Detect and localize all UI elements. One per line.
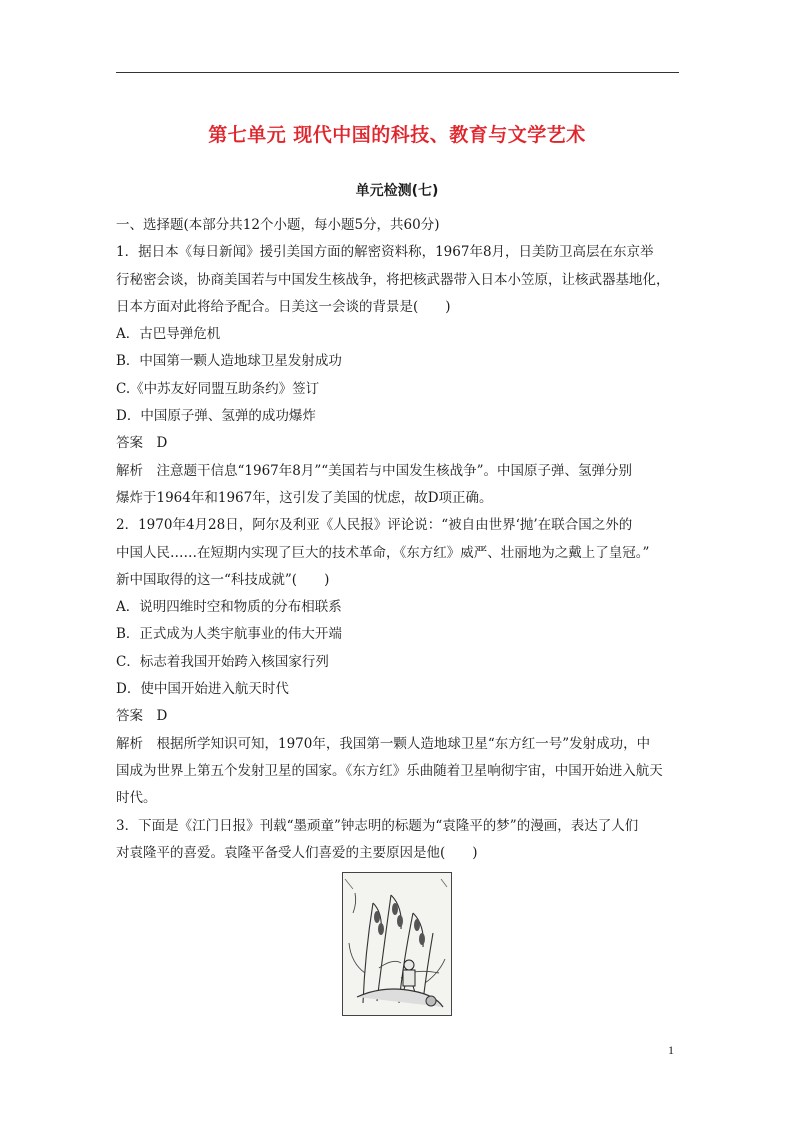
q2-option-c: C．标志着我国开始跨入核国家行列	[116, 653, 329, 670]
q1-stem-line: 行秘密会谈，协商美国若与中国发生核战争，将把核武器带入日本小笠原，让核武器基地化，	[116, 271, 670, 288]
q2-stem-line: 新中国取得的这一“科技成就”( )	[116, 571, 330, 588]
header-rule	[116, 72, 679, 73]
q2-option-a: A．说明四维时空和物质的分布相联系	[116, 599, 342, 616]
q2-stem-line: 2．1970年4月28日，阿尔及利亚《人民报》评论说：“被自由世界‘抛’在联合国之外的	[116, 517, 633, 534]
q2-option-d: D．使中国开始进入航天时代	[116, 681, 289, 698]
unit-title: 第七单元 现代中国的科技、教育与文学艺术	[208, 124, 586, 146]
q2-analysis-line: 时代。	[116, 790, 157, 807]
q2-analysis-line: 国成为世界上第五个发射卫星的国家。《东方红》乐曲随着卫星响彻宇宙，中国开始进入航天	[116, 762, 663, 779]
q2-stem-line: 中国人民……在短期内实现了巨大的技术革命，《东方红》威严、壮丽地为之戴上了皇冠。”	[116, 544, 650, 561]
q1-analysis-line: 解析 注意题干信息“1967年8月”“美国若与中国发生核战争”。中国原子弹、氢弹分别	[116, 462, 633, 479]
page-number: 1	[668, 1043, 674, 1057]
question-body	[116, 212, 679, 867]
q3-stem-line: 对袁隆平的喜爱。袁隆平备受人们喜爱的主要原因是他( )	[116, 844, 478, 861]
q2-answer: 答案 D	[116, 708, 168, 725]
unit-subtitle: 单元检测(七)	[355, 183, 439, 199]
q1-answer: 答案 D	[116, 435, 168, 452]
q1-option-a: A．古巴导弹危机	[116, 326, 221, 343]
q3-stem-line: 3．下面是《江门日报》刊载“墨顽童”钟志明的标题为“袁隆平的梦”的漫画，表达了人们	[116, 817, 639, 834]
rice-cartoon-drawing	[343, 873, 451, 1015]
q1-analysis-line: 爆炸于1964年和1967年，这引发了美国的忧虑，故D项正确。	[116, 489, 493, 506]
q2-option-b: B．正式成为人类宇航事业的伟大开端	[116, 626, 342, 643]
q1-stem-line: 1．据日本《每日新闻》援引美国方面的解密资料称，1967年8月，日美防卫高层在东京举	[116, 244, 654, 261]
q2-analysis-line: 解析 根据所学知识可知，1970年，我国第一颗人造地球卫星“东方红一号”发射成功，中	[116, 735, 651, 752]
q1-option-d: D．中国原子弹、氢弹的成功爆炸	[116, 408, 316, 425]
q1-option-b: B．中国第一颗人造地球卫星发射成功	[116, 353, 342, 370]
q1-stem-line: 日本方面对此将给予配合。日美这一会谈的背景是( )	[116, 298, 451, 315]
q1-option-c: C.《中苏友好同盟互助条约》签订	[116, 380, 320, 397]
section-heading: 一、选择题(本部分共12个小题，每小题5分，共60分)	[116, 217, 440, 233]
cartoon-illustration	[342, 872, 452, 1016]
